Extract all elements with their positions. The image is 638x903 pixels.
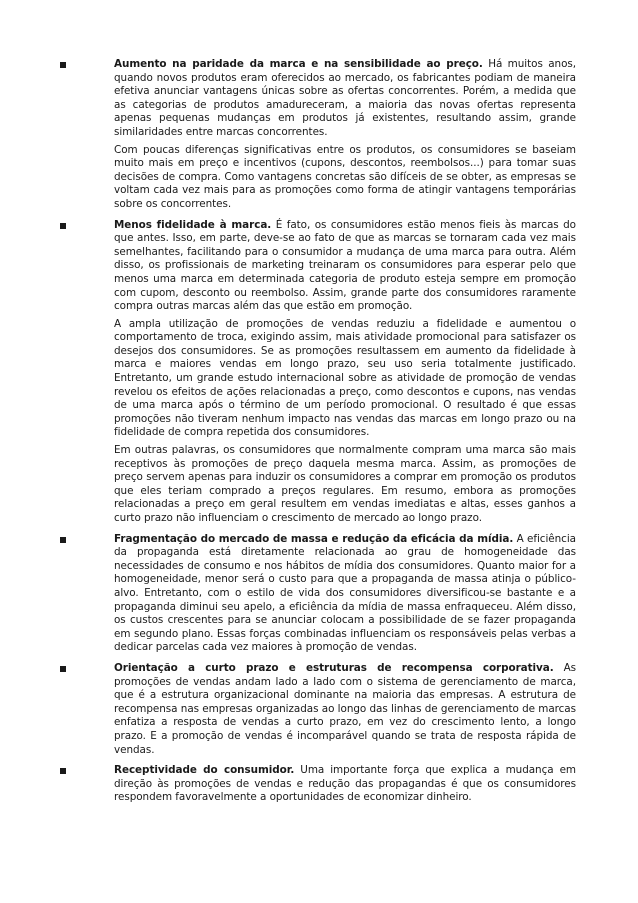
list-item-text: É fato, os consumidores estão menos fieis às marcas do que antes. Isso, em parte, deve-se ao fato de que as marcas se tornaram cada vez mais semelhantes, facilitando para o consumidor a mudança de uma marca para outra. Além disso, os profissionais de marketing treinaram os consumidores para esperar pelo que menos uma marca em determinada categoria de produto esteja sempre em promoção com cupom, desconto ou reembolso. Assim, grande parte dos consumidores raramente compra outras marcas além das que estão em promoção. [114,218,576,313]
list-item-text: Uma importante força que explica a mudança em direção às promoções de vendas e redução das propagandas é que os consumidores respondem favoravelmente a oportunidades de economizar dinheiro. [114,764,576,804]
list-item [84,58,576,212]
body-paragraph: Com poucas diferenças significativas entre os produtos, os consumidores se baseiam muito mais em preço e incentivos (cupons, descontos, reembolsos...) para tomar suas decisões de compra. Como vantagens concretas são difíceis de se obter, as empresas se voltam cada vez mais para as promoções como forma de atingir vantagens temporárias sobre os concorrentes. [114,143,576,210]
list-item-text: A eficiência da propaganda está diretamente relacionada ao grau de homogeneidade das necessidades de consumo e nos hábitos de mídia dos consumidores. Quanto maior for a homogeneidade, menor será o custo para que a propaganda de massa atinja o público-alvo. Entretanto, com o estilo de vida dos consumidores diversificou-se bastante e a propaganda diminui seu apelo, a eficiência da mídia de massa enfraqueceu. Além disso, os custos crescentes para se anunciar colocam a possibilidade de se fazer propaganda em segundo plano. Essas forças combinadas influenciam os responsáveis pelas verbas a dedicar parcelas cada vez maiores à promoção de vendas. [114,532,577,654]
list-item-lead-paragraph [114,219,576,314]
list-item-lead-paragraph [114,533,576,655]
list-item-lead-paragraph [114,662,576,757]
list-item [84,219,576,526]
list-item-text: As promoções de vendas andam lado a lado com o sistema de gerenciamento de marca, que é a estrutura organizacional dominante na maioria das empresas. A estrutura de recompensa nas empresas organizadas ao longo das linhas de gerenciamento de marcas enfatiza a resposta de vendas a curto prazo, em vez do crescimento lento, a longo prazo. E a promoção de vendas é incomparável quando se trata de resposta rápida de vendas. [114,661,576,756]
list-item-lead-paragraph [114,58,576,140]
body-paragraph: Em outras palavras, os consumidores que normalmente compram uma marca são mais receptivos às promoções de preço daquela mesma marca. Assim, as promoções de preço servem apenas para induzir os consumidores a comprar em promoção os produtos que eles teriam comprado a preços regulares. Em resumo, embora as promoções relacionadas a preço em geral resultem em vendas imediatas e altas, esses ganhos a curto prazo não influenciam o crescimento de mercado ao longo prazo. [114,444,576,524]
square-bullet-icon [60,62,66,68]
list-item [84,764,576,805]
list-item [84,533,576,655]
list-item-lead-paragraph [114,764,576,805]
square-bullet-icon [60,223,66,229]
square-bullet-icon [60,768,66,774]
list-item-title: Menos fidelidade à marca. [114,218,272,231]
list-item-text: Há muitos anos, quando novos produtos eram oferecidos ao mercado, os fabricantes podiam de maneira efetiva anunciar vantagens únicas sobre as ofertas concorrentes. Porém, a medida que as categorias de produtos amadureceram, a maioria das novas ofertas representa apenas pequenas mudanças em produtos já existentes, resultando assim, grande similaridades entre marcas concorrentes. [114,58,576,138]
square-bullet-icon [60,666,66,672]
list-item-title: Fragmentação do mercado de massa e redução da eficácia da mídia. [114,532,514,545]
square-bullet-icon [60,537,66,543]
body-paragraph: A ampla utilização de promoções de vendas reduziu a fidelidade e aumentou o comportamento de troca, exigindo assim, mais atividade promocional para satisfazer os desejos dos consumidores. Se as promoções resultassem em aumento da fidelidade à marca e maiores vendas em longo prazo, seu uso seria totalmente justificado. Entretanto, um grande estudo internacional sobre as atividade de promoção de vendas revelou os efeitos de ações relacionadas a preço, como descontos e cupons, nas vendas de uma marca após o término de um período promocional. O resultado é que essas promoções não tiveram nenhum impacto nas vendas das marcas em longo prazo ou na fidelidade de compra repetida dos consumidores. [114,317,576,439]
list-item-title: Receptividade do consumidor. [114,764,295,777]
list-item-title: Orientação a curto prazo e estruturas de recompensa corporativa. [114,661,554,674]
list-item-title: Aumento na paridade da marca e na sensibilidade ao preço. [114,58,483,70]
list-item [84,662,576,757]
